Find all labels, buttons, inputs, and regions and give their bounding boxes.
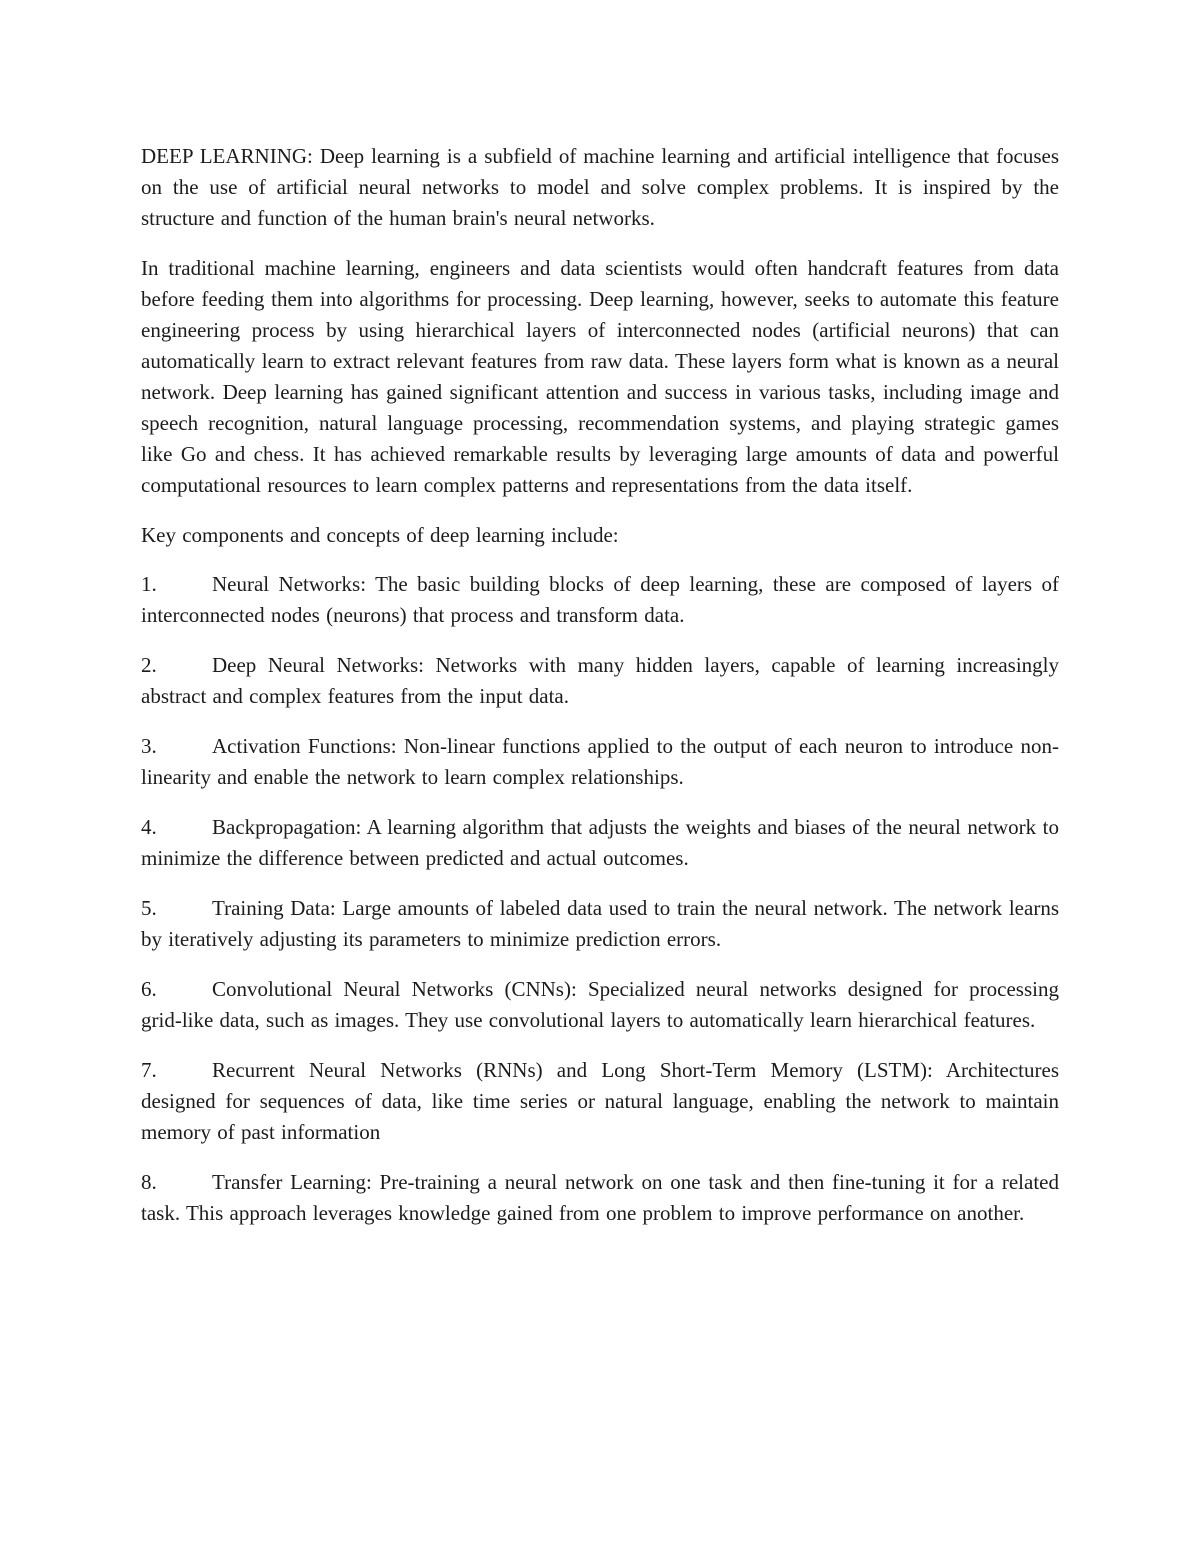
list-item	[141, 731, 1059, 793]
list-item	[141, 1167, 1059, 1229]
list-item-number: 5.	[141, 896, 157, 920]
list-item-number: 4.	[141, 815, 157, 839]
list-item-number: 2.	[141, 653, 157, 677]
list-item-text: Transfer Learning: Pre-training a neural network on one task and then fine-tuning it for a related task. This approach leverages knowledge gained from one problem to improve performance on another.	[141, 1170, 1059, 1225]
list-item-text: Backpropagation: A learning algorithm that adjusts the weights and biases of the neural network to minimize the difference between predicted and actual outcomes.	[141, 815, 1059, 870]
list-item-text: Recurrent Neural Networks (RNNs) and Long Short-Term Memory (LSTM): Architectures designed for sequences of data, like time series or natural language, enabling the network to maintain memory of past information	[141, 1058, 1059, 1144]
list-item-text: Activation Functions: Non-linear functions applied to the output of each neuron to introduce non-linearity and enable the network to learn complex relationships.	[141, 734, 1059, 789]
list-item-number: 6.	[141, 977, 157, 1001]
list-item-text: Deep Neural Networks: Networks with many hidden layers, capable of learning increasingly abstract and complex features from the input data.	[141, 653, 1059, 708]
list-item-number: 1.	[141, 572, 157, 596]
list-item-text: Neural Networks: The basic building blocks of deep learning, these are composed of layers of interconnected nodes (neurons) that process and transform data.	[141, 572, 1059, 627]
intro-paragraph: DEEP LEARNING: Deep learning is a subfield of machine learning and artificial intelligence that focuses on the use of artificial neural networks to model and solve complex problems. It is inspired by the structure and function of the human brain's neural networks.	[141, 144, 1059, 230]
list-item-text: Convolutional Neural Networks (CNNs): Specialized neural networks designed for processing grid-like data, such as images. They use convolutional layers to automatically learn hierarchical features.	[141, 977, 1059, 1032]
list-item	[141, 974, 1059, 1036]
list-item-number: 8.	[141, 1170, 157, 1194]
list-item-number: 7.	[141, 1058, 157, 1082]
document-page	[141, 141, 1059, 1248]
list-item	[141, 893, 1059, 955]
list-item	[141, 650, 1059, 712]
list-item	[141, 569, 1059, 631]
list-item	[141, 812, 1059, 874]
list-item-number: 3.	[141, 734, 157, 758]
list-item-text: Training Data: Large amounts of labeled data used to train the neural network. The network learns by iteratively adjusting its parameters to minimize prediction errors.	[141, 896, 1059, 951]
list-item	[141, 1055, 1059, 1148]
list-intro: Key components and concepts of deep learning include:	[141, 523, 619, 547]
body-paragraph: In traditional machine learning, engineers and data scientists would often handcraft features from data before feeding them into algorithms for processing. Deep learning, however, seeks to automate this feature engineering process by using hierarchical layers of interconnected nodes (artificial neurons) that can automatically learn to extract relevant features from raw data. These layers form what is known as a neural network. Deep learning has gained significant attention and success in various tasks, including image and speech recognition, natural language processing, recommendation systems, and playing strategic games like Go and chess. It has achieved remarkable results by leveraging large amounts of data and powerful computational resources to learn complex patterns and representations from the data itself.	[141, 256, 1059, 497]
